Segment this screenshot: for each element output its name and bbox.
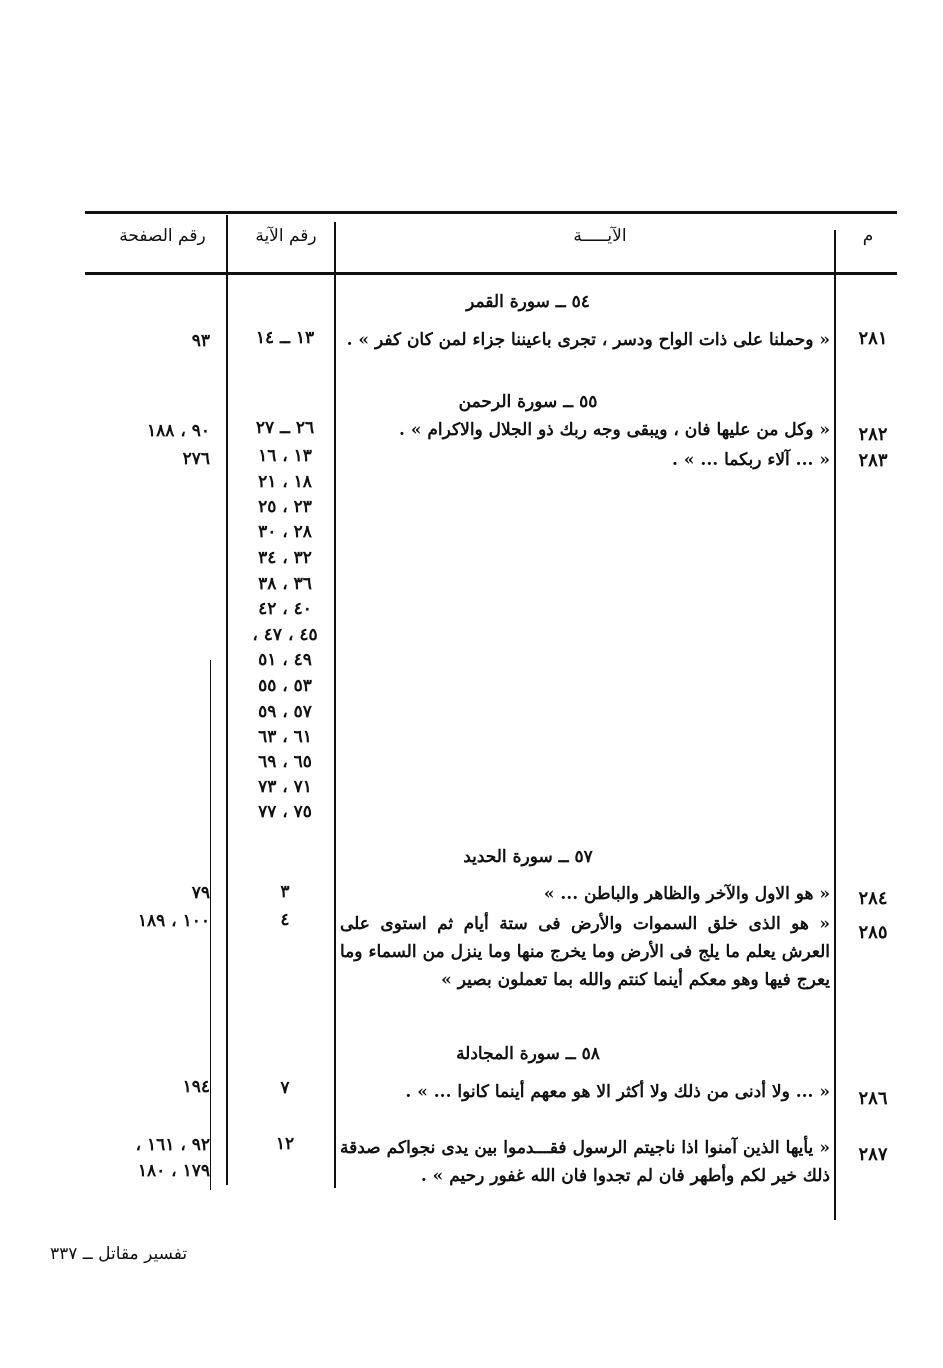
page-number: ١٩٤ xyxy=(182,1077,210,1097)
verse-text: « هو الاول والآخر والظاهر والباطن ... » xyxy=(543,884,830,904)
row-number: ٢٨٢ xyxy=(858,424,888,445)
ayah-number: ٦١ ، ٦٣ xyxy=(258,727,312,747)
ayah-number: ١٨ ، ٢١ xyxy=(258,472,312,492)
col-divider-inner xyxy=(210,660,211,1190)
section-title: ٥٧ ــ سورة الحديد xyxy=(463,847,593,867)
row-number: ٢٨٦ xyxy=(858,1088,888,1109)
ayah-number: ٣٦ ، ٣٨ xyxy=(258,574,312,594)
section-title: ٥٤ ــ سورة القمر xyxy=(466,292,590,312)
verse-text: « ... آلاء ربكما ... » . xyxy=(672,450,830,470)
page-footer: تفسير مقاتل ــ ٣٣٧ xyxy=(50,1244,188,1264)
page-number: ٩٠ ، ١٨٨ xyxy=(147,421,210,441)
ayah-number: ٥٣ ، ٥٥ xyxy=(258,676,312,696)
row-number: ٢٨٤ xyxy=(858,888,888,909)
ayah-number: ٥٧ ، ٥٩ xyxy=(258,702,312,722)
header-ayah-no: رقم الآية xyxy=(255,226,317,246)
top-rule xyxy=(85,211,897,214)
ayah-number: ٤٠ ، ٤٢ xyxy=(258,599,312,619)
verse-text: « وحملنا على ذات الواح ودسر ، تجرى باعيننا جزاء لمن كان كفر » . xyxy=(346,330,830,350)
section-title: ٥٨ ــ سورة المجادلة xyxy=(456,1044,600,1064)
row-number: ٢٨٧ xyxy=(858,1144,888,1165)
ayah-number: ٤٥ ، ٤٧ ، xyxy=(252,625,318,645)
ayah-number: ٧١ ، ٧٣ xyxy=(258,777,312,797)
ayah-number: ١٣ ــ ١٤ xyxy=(255,328,315,348)
page-number-line: ١٧٩ ، ١٨٠ xyxy=(137,1161,210,1181)
col-divider-num xyxy=(834,230,836,1220)
ayah-number: ٤ xyxy=(280,910,290,930)
header-page-no: رقم الصفحة xyxy=(119,226,206,246)
ayah-number: ٤٩ ، ٥١ xyxy=(258,650,312,670)
row-number: ٢٨١ xyxy=(858,328,888,349)
header-rule xyxy=(85,272,897,275)
page-number: ٩٣ xyxy=(191,331,210,351)
verse-text: « وكل من عليها فان ، ويبقى وجه ربك ذو الجلال والاكرام » . xyxy=(399,420,830,440)
verse-text: « هو الذى خلق السموات والأرض فى ستة أيام ثم استوى على العرش يعلم ما يلج فى الأرض وما يخرج منها وما ينزل من السماء وما يعرج فيها وهو معكم أينما كنتم والله بما تعملون بصير » xyxy=(340,914,830,990)
ayah-number: ١٢ xyxy=(275,1134,295,1154)
ayah-number: ٢٨ ، ٣٠ xyxy=(258,522,312,542)
page-number-line: ٩٢ ، ١٦١ ، xyxy=(135,1135,210,1155)
row-number: ٢٨٥ xyxy=(858,922,888,943)
ayah-number: ٢٦ ــ ٢٧ xyxy=(255,418,315,438)
ayah-number: ٧ xyxy=(280,1078,290,1098)
page-number: ٧٩ xyxy=(191,883,210,903)
ayah-number: ٧٥ ، ٧٧ xyxy=(258,802,312,822)
ayah-number: ١٣ ، ١٦ xyxy=(258,446,312,466)
verse-text: « يأيها الذين آمنوا اذا ناجيتم الرسول فقـــدموا بين يدى نجواكم صدقة ذلك خير لكم وأطهر فان لم تجدوا فان الله غفور رحيم » . xyxy=(340,1138,830,1186)
header-num: م xyxy=(862,226,874,246)
ayah-number: ٢٣ ، ٢٥ xyxy=(258,497,312,517)
col-divider-page xyxy=(226,215,228,1185)
ayah-number: ٦٥ ، ٦٩ xyxy=(258,752,312,772)
ayah-number: ٣ xyxy=(280,882,290,902)
page-number: ٢٧٦ xyxy=(182,449,210,469)
page-number xyxy=(60,1132,210,1184)
section-title: ٥٥ ــ سورة الرحمن xyxy=(458,392,598,412)
row-number: ٢٨٣ xyxy=(858,450,888,471)
ayah-number: ٣٢ ، ٣٤ xyxy=(258,548,312,568)
page-number: ١٠٠ ، ١٨٩ xyxy=(137,911,210,931)
verse-text: « ... ولا أدنى من ذلك ولا أكثر الا هو معهم أينما كانوا ... » . xyxy=(405,1082,830,1102)
header-verse: الآيـــــة xyxy=(573,226,627,246)
